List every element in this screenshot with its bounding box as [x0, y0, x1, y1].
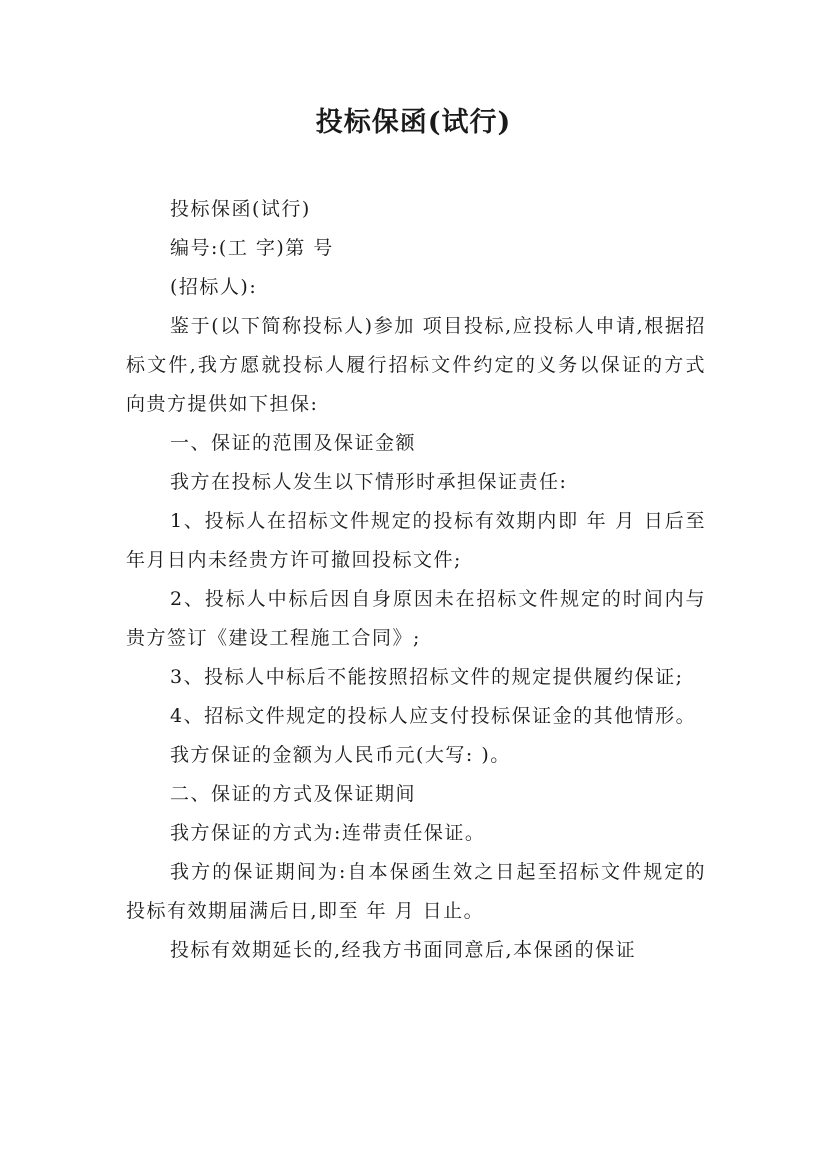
paragraph-subtitle: 投标保函(试行) [170, 198, 311, 220]
document-body [126, 190, 706, 970]
document-title: 投标保函(试行) [315, 107, 512, 138]
paragraph-item-3: 3、投标人中标后不能按照招标文件的规定提供履约保证; [170, 666, 684, 688]
paragraph-preamble: 鉴于(以下简称投标人)参加 项目投标,应投标人申请,根据招标文件,我方愿就投标人履行招标文件约定的义务以保证的方式向贵方提供如下担保: [126, 315, 706, 415]
paragraph-addressee: (招标人): [170, 276, 258, 298]
paragraph-serial-number: 编号:(工 字)第 号 [170, 237, 334, 259]
paragraph-guarantee-method: 我方保证的方式为:连带责任保证。 [170, 822, 486, 844]
paragraph-guarantee-period: 我方的保证期间为:自本保函生效之日起至招标文件规定的投标有效期届满后日,即至 年 月 日止。 [126, 861, 706, 922]
paragraph-item-4: 4、招标文件规定的投标人应支付投标保证金的其他情形。 [170, 705, 697, 727]
paragraph-extension: 投标有效期延长的,经我方书面同意后,本保函的保证 [170, 939, 637, 961]
section-heading-scope: 一、保证的范围及保证金额 [170, 432, 417, 454]
paragraph-guarantee-amount: 我方保证的金额为人民币元(大写: )。 [170, 744, 511, 766]
section-heading-method: 二、保证的方式及保证期间 [170, 783, 417, 805]
paragraph-item-2: 2、投标人中标后因自身原因未在招标文件规定的时间内与贵方签订《建设工程施工合同》; [126, 588, 706, 649]
paragraph-item-1: 1、投标人在招标文件规定的投标有效期内即 年 月 日后至 年月日内未经贵方许可撤回投标文件; [126, 510, 706, 571]
paragraph-liability-intro: 我方在投标人发生以下情形时承担保证责任: [170, 471, 568, 493]
